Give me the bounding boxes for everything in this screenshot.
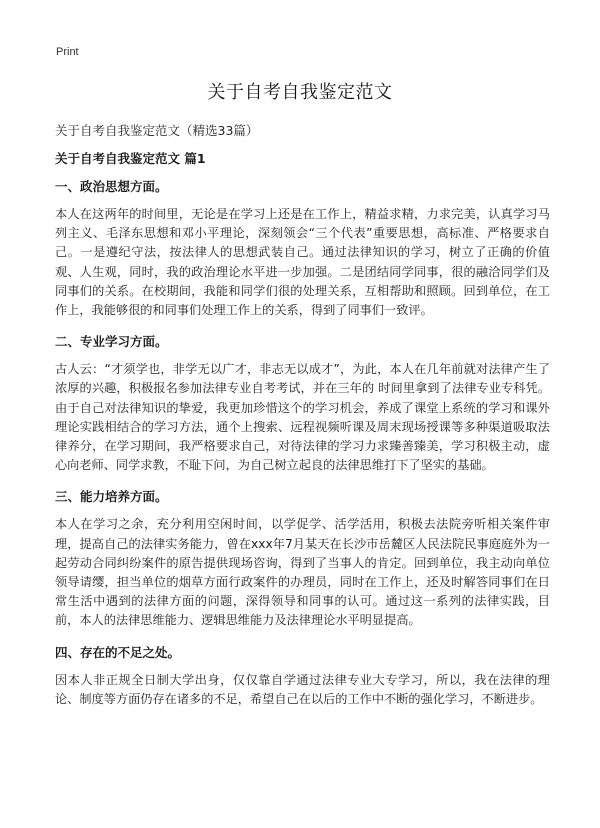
section-heading-ability: 三、能力培养方面。 — [55, 489, 168, 505]
section-heading-shortcomings: 四、存在的不足之处。 — [55, 644, 181, 660]
article-heading: 关于自考自我鉴定范文 篇1 — [55, 151, 206, 166]
section-body-ability: 本人在学习之余，充分利用空闲时间，以学促学、活学活用，积极去法院旁听相关案件审理，提高自己的法律实务能力，曾在xxx年7月某天在长沙市岳麓区人民法院民事庭庭外为一起劳动合同纠纷案件的原告提供现场咨询，得到了当事人的肯定。回到单位，我主动向单位领导请缨，担当单位的烟草方面行政案件的办理员，同时在工作上，还及时解答同事们在日常生活中遇到的法律方面的问题，深得领导和同事的认可。通过这一系列的法律实践，目前，本人的法律思维能力、逻辑思维能力及法律理论水平明显提高。 — [55, 517, 550, 628]
section-body-shortcomings: 因本人非正规全日制大学出身，仅仅靠自学通过法律专业大专学习，所以，我在法律的理论、制度等方面仍存在诸多的不足，希望自己在以后的工作中不断的强化学习，不断进步。 — [55, 672, 550, 706]
print-link[interactable]: Print — [56, 46, 79, 58]
section-heading-study: 二、专业学习方面。 — [55, 334, 168, 350]
document-subtitle: 关于自考自我鉴定范文（精选33篇） — [55, 123, 259, 138]
section-body-politics: 本人在这两年的时间里，无论是在学习上还是在工作上，精益求精，力求完美，认真学习马列主义、毛泽东思想和邓小平理论，深刻领会“三个代表”重要思想，高标准、严格要求自己。一是遵纪守法，按法律人的思想武装自己。通过法律知识的学习，树立了正确的价值观、人生观，同时，我的政治理论水平进一步加强。二是团结同学同事，很的融洽同学们及同事们的关系。在校期间，我能和同学们很的处理关系，互相帮助和照顾。回到单位，在工作上，我能够很的和同事们处理工作上的关系，得到了同事们一致评。 — [55, 207, 550, 318]
document-body — [55, 150, 550, 722]
section-body-study: 古人云：“才须学也，非学无以广才，非志无以成才”，为此，本人在几年前就对法律产生了浓厚的兴趣，积极报名参加法律专业自考考试，并在三年的 时间里拿到了法律专业专科凭。由于自己对法律知识的挚爱，我更加珍惜这个的学习机会，养成了课堂上系统的学习和课外理论实践相结合的学习方法，通个上搜索、远程视频听课及周末现场授课等多种渠道吸取法律养分，在学习期间，我严格要求自己，对待法律的学习力求臻善臻美，学习积极主动，虚心向老师、同学求教，不耻下问，为自己树立起良的法律思维打下了坚实的基础。 — [55, 362, 550, 473]
page-title: 关于自考自我鉴定范文 — [207, 82, 393, 103]
section-heading-politics: 一、政治思想方面。 — [55, 179, 168, 194]
